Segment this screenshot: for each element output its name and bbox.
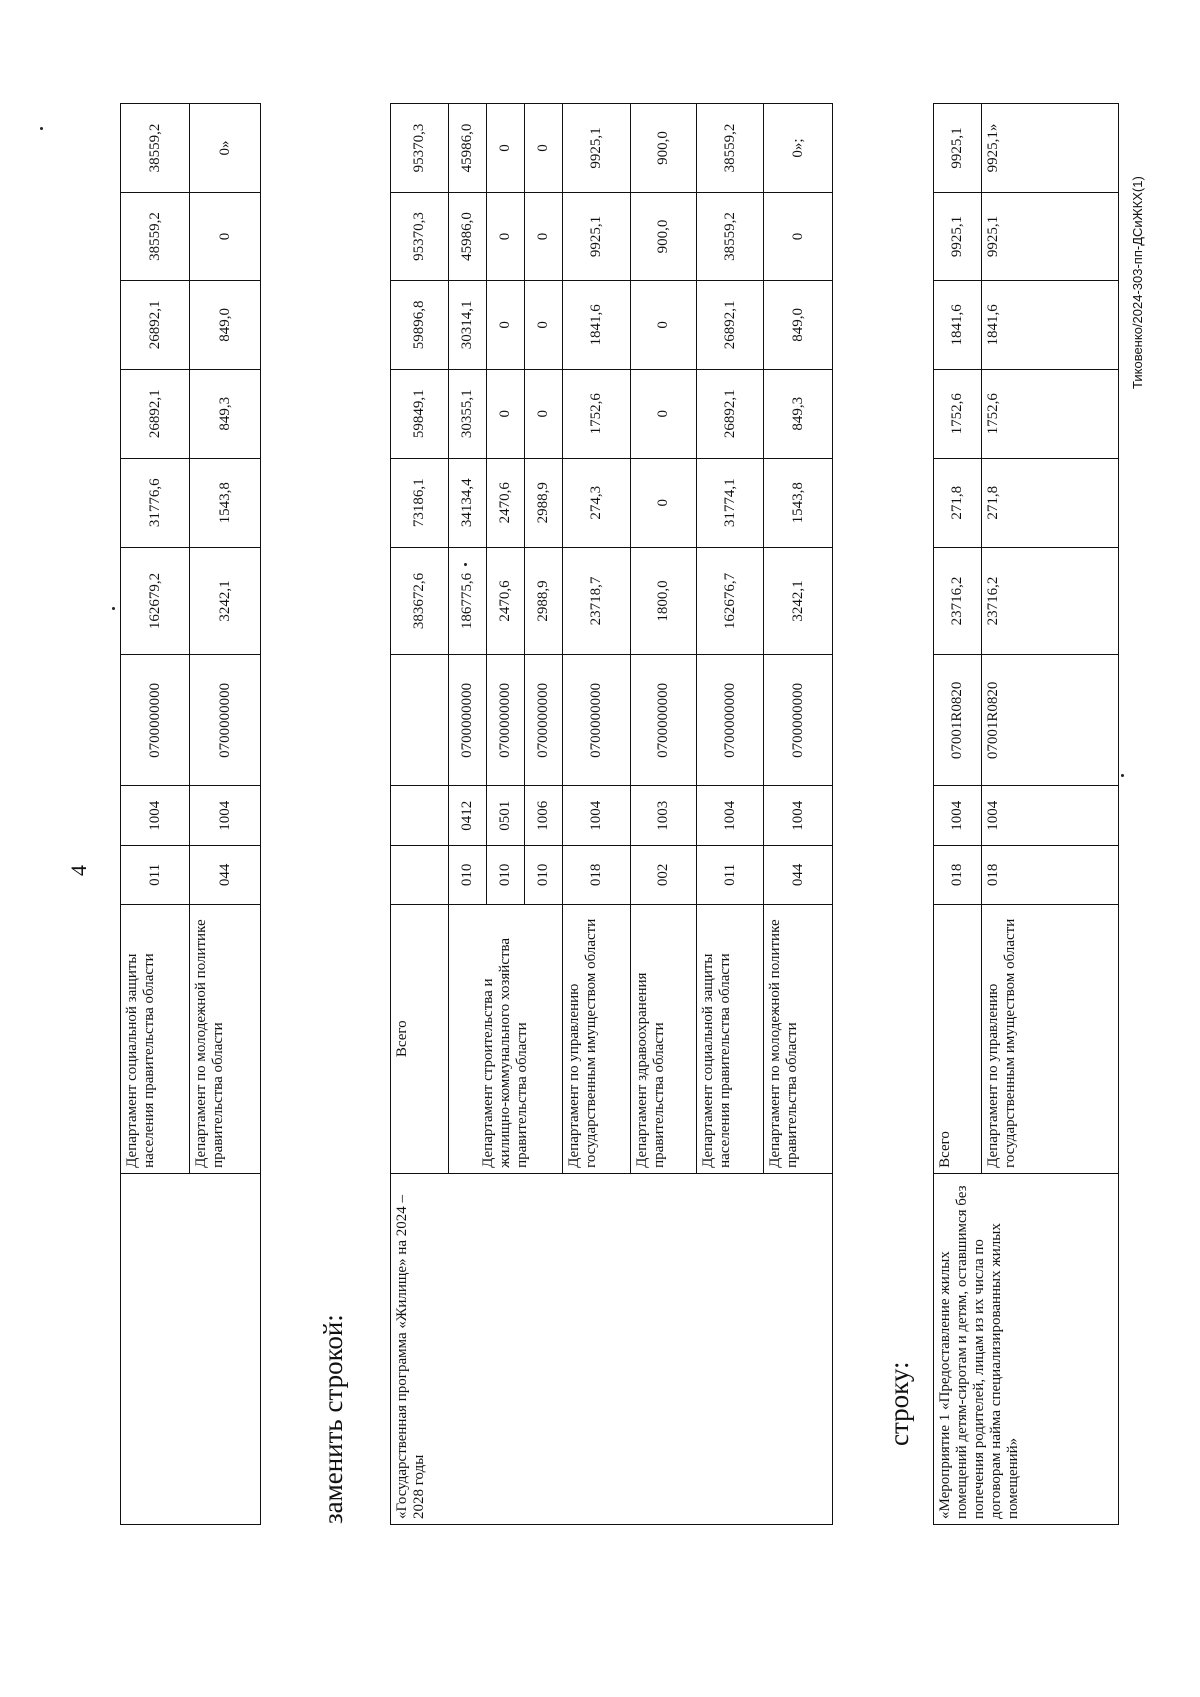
- year-2025-cell: 0: [525, 369, 563, 458]
- year-2028-cell: 0: [525, 104, 563, 193]
- year-2027-cell: 45986,0: [449, 193, 487, 281]
- year-2027-cell: 38559,2: [121, 193, 190, 281]
- rzpr-cell: 1003: [631, 786, 697, 846]
- year-2028-cell: 900,0: [631, 104, 697, 193]
- csr-cell: 0700000000: [631, 655, 697, 786]
- year-2027-cell: 0: [190, 193, 261, 281]
- dept-cell: Департамент по молодежной политике правительства области: [190, 904, 261, 1173]
- rzpr-cell: 1004: [934, 786, 982, 846]
- year-2026-cell: 849,0: [190, 280, 261, 369]
- year-2025-cell: 849,3: [764, 369, 833, 458]
- rzpr-cell: 1006: [525, 786, 563, 846]
- total-cell: 383672,6: [391, 547, 449, 655]
- year-2027-cell: 900,0: [631, 193, 697, 281]
- year-2024-cell: 2470,6: [487, 458, 525, 547]
- heading-row: строку:: [884, 1361, 914, 1446]
- rzpr-cell: 1004: [190, 786, 261, 846]
- total-cell: 3242,1: [764, 547, 833, 655]
- csr-cell: 0700000000: [487, 655, 525, 786]
- year-2026-cell: 30314,1: [449, 280, 487, 369]
- year-2024-cell: 31776,6: [121, 458, 190, 547]
- grbs-cell: 018: [934, 846, 982, 905]
- rzpr-cell: 1004: [982, 786, 1119, 846]
- dept-cell: Всего: [391, 904, 449, 1173]
- budget-table-2: [390, 103, 833, 1525]
- document-footer: Тиковенко/2024-303-пп-ДСиЖКХ(1): [1130, 176, 1145, 389]
- rzpr-cell: 1004: [563, 786, 631, 846]
- grbs-cell: 011: [121, 846, 190, 905]
- csr-cell: 07001R0820: [982, 655, 1119, 786]
- total-cell: 2988,9: [525, 547, 563, 655]
- rzpr-cell: [391, 786, 449, 846]
- total-cell: 162676,7: [697, 547, 764, 655]
- csr-cell: 0700000000: [697, 655, 764, 786]
- year-2028-cell: 9925,1: [563, 104, 631, 193]
- grbs-cell: 010: [487, 846, 525, 905]
- csr-cell: 0700000000: [563, 655, 631, 786]
- dept-cell: Департамент строительства и жилищно-коммунального хозяйства правительства области: [449, 904, 563, 1173]
- year-2025-cell: 26892,1: [697, 369, 764, 458]
- csr-cell: 0700000000: [525, 655, 563, 786]
- year-2028-cell: 9925,1»: [982, 104, 1119, 193]
- year-2027-cell: 0: [487, 193, 525, 281]
- heading-replace-with-row: заменить строкой:: [318, 1314, 348, 1524]
- year-2028-cell: 38559,2: [121, 104, 190, 193]
- year-2028-cell: 0»: [190, 104, 261, 193]
- dept-cell: Департамент здравоохранения правительства области: [631, 904, 697, 1173]
- year-2025-cell: 26892,1: [121, 369, 190, 458]
- program-name-cell: «Государственная программа «Жилище» на 2024 – 2028 годы: [391, 1173, 833, 1524]
- total-cell: 23716,2: [934, 547, 982, 655]
- year-2026-cell: 1841,6: [934, 280, 982, 369]
- year-2027-cell: 9925,1: [982, 193, 1119, 281]
- year-2024-cell: 73186,1: [391, 458, 449, 547]
- measure-name-cell: «Мероприятие 1 «Предоставление жилых помещений детям-сиротам и детям, оставшимся без попечения родителей, лицам из их числа по договорам найма специализированных жилых помещений»: [934, 1173, 1119, 1524]
- year-2024-cell: 271,8: [934, 458, 982, 547]
- year-2026-cell: 0: [487, 280, 525, 369]
- rzpr-cell: 1004: [697, 786, 764, 846]
- csr-cell: 07001R0820: [934, 655, 982, 786]
- table-row: [934, 104, 982, 1525]
- year-2027-cell: 0: [525, 193, 563, 281]
- csr-cell: 0700000000: [190, 655, 261, 786]
- year-2028-cell: 0: [487, 104, 525, 193]
- year-2025-cell: 30355,1: [449, 369, 487, 458]
- grbs-cell: 044: [190, 846, 261, 905]
- year-2026-cell: 1841,6: [982, 280, 1119, 369]
- year-2025-cell: 1752,6: [982, 369, 1119, 458]
- year-2025-cell: 0: [487, 369, 525, 458]
- year-2028-cell: 45986,0: [449, 104, 487, 193]
- grbs-cell: 002: [631, 846, 697, 905]
- scan-speck: [1121, 774, 1124, 777]
- csr-cell: 0700000000: [121, 655, 190, 786]
- scan-speck: [112, 607, 115, 610]
- grbs-cell: 010: [525, 846, 563, 905]
- year-2027-cell: 9925,1: [934, 193, 982, 281]
- dept-cell: Департамент социальной защиты населения правительства области: [121, 904, 190, 1173]
- year-2027-cell: 9925,1: [563, 193, 631, 281]
- dept-cell: Департамент социальной защиты населения правительства области: [697, 904, 764, 1173]
- total-cell: 162679,2: [121, 547, 190, 655]
- table-row: [121, 104, 190, 1525]
- grbs-cell: 011: [697, 846, 764, 905]
- year-2028-cell: 0»;: [764, 104, 833, 193]
- grbs-cell: 018: [982, 846, 1119, 905]
- table-row: [391, 104, 449, 1525]
- dept-cell: Департамент по управлению государственным имуществом области: [982, 904, 1119, 1173]
- budget-table-1: [120, 103, 261, 1525]
- rzpr-cell: 1004: [764, 786, 833, 846]
- year-2024-cell: 2988,9: [525, 458, 563, 547]
- year-2026-cell: 1841,6: [563, 280, 631, 369]
- rzpr-cell: 0501: [487, 786, 525, 846]
- csr-cell: [391, 655, 449, 786]
- year-2028-cell: 9925,1: [934, 104, 982, 193]
- year-2026-cell: 0: [525, 280, 563, 369]
- rzpr-cell: 1004: [121, 786, 190, 846]
- total-cell: 1800,0: [631, 547, 697, 655]
- csr-cell: 0700000000: [449, 655, 487, 786]
- year-2028-cell: 95370,3: [391, 104, 449, 193]
- year-2024-cell: 0: [631, 458, 697, 547]
- year-2028-cell: 38559,2: [697, 104, 764, 193]
- total-cell: 2470,6: [487, 547, 525, 655]
- total-cell: 23718,7: [563, 547, 631, 655]
- year-2027-cell: 0: [764, 193, 833, 281]
- year-2025-cell: 1752,6: [563, 369, 631, 458]
- year-2027-cell: 95370,3: [391, 193, 449, 281]
- year-2027-cell: 38559,2: [697, 193, 764, 281]
- year-2026-cell: 0: [631, 280, 697, 369]
- total-cell: 3242,1: [190, 547, 261, 655]
- year-2026-cell: 59896,8: [391, 280, 449, 369]
- total-cell: 23716,2: [982, 547, 1119, 655]
- grbs-cell: [391, 846, 449, 905]
- year-2025-cell: 1752,6: [934, 369, 982, 458]
- csr-cell: 0700000000: [764, 655, 833, 786]
- year-2024-cell: 31774,1: [697, 458, 764, 547]
- rzpr-cell: 0412: [449, 786, 487, 846]
- total-cell: 186775,6: [449, 547, 487, 655]
- year-2025-cell: 849,3: [190, 369, 261, 458]
- scan-speck: [40, 127, 43, 130]
- program-name-cell: [121, 1173, 261, 1524]
- year-2026-cell: 26892,1: [697, 280, 764, 369]
- year-2026-cell: 849,0: [764, 280, 833, 369]
- year-2024-cell: 1543,8: [190, 458, 261, 547]
- dept-cell: Всего: [934, 904, 982, 1173]
- dept-cell: Департамент по молодежной политике правительства области: [764, 904, 833, 1173]
- scan-speck: [464, 563, 467, 566]
- dept-cell: Департамент по управлению государственным имуществом области: [563, 904, 631, 1173]
- year-2024-cell: 34134,4: [449, 458, 487, 547]
- year-2024-cell: 1543,8: [764, 458, 833, 547]
- year-2025-cell: 0: [631, 369, 697, 458]
- grbs-cell: 018: [563, 846, 631, 905]
- year-2024-cell: 271,8: [982, 458, 1119, 547]
- year-2024-cell: 274,3: [563, 458, 631, 547]
- budget-table-3: [933, 103, 1119, 1525]
- year-2025-cell: 59849,1: [391, 369, 449, 458]
- page-number: 4: [66, 865, 91, 876]
- grbs-cell: 010: [449, 846, 487, 905]
- year-2026-cell: 26892,1: [121, 280, 190, 369]
- grbs-cell: 044: [764, 846, 833, 905]
